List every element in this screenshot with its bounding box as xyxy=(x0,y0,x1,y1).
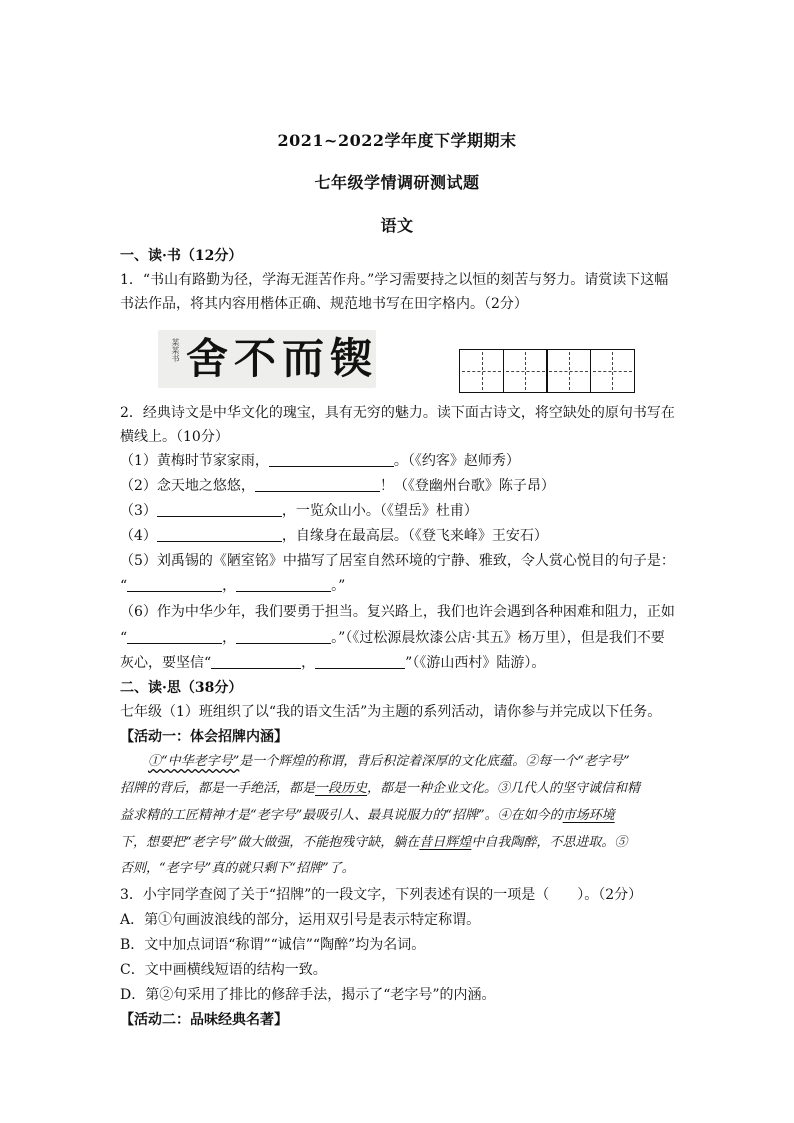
section2-heading: 二、读·思（38分） xyxy=(120,680,243,696)
q2-item-1: （1）黄梅时节家家雨， 。（《约客》赵师秀） xyxy=(120,453,520,469)
answer-blank[interactable] xyxy=(236,629,331,644)
q2-item-5-line1: （5）刘禹锡的《陋室铭》中描写了居室自然环境的宁静、雅致，令人赏心悦目的句子是： xyxy=(120,553,675,569)
q3-option-d[interactable]: D．第②句采用了排比的修辞手法，揭示了“老字号”的内涵。 xyxy=(120,987,496,1003)
passage-line-2: 招牌的背后，都是一手绝活，都是一段历史，都是一种企业文化。③几代人的坚守诚信和精 xyxy=(120,781,641,796)
answer-blank[interactable] xyxy=(157,527,282,542)
q2-stem-line1: 2．经典诗文是中华文化的瑰宝，具有无穷的魅力。读下面古诗文，将空缺处的原句书写在 xyxy=(120,405,675,421)
q2-stem-line2: 横线上。（10分） xyxy=(120,429,229,445)
answer-blank[interactable] xyxy=(127,629,222,644)
calligraphy-char: 舍 xyxy=(186,334,229,383)
q3-option-a[interactable]: A．第①句画波浪线的部分，运用双引号是表示特定称谓。 xyxy=(120,912,481,928)
answer-blank[interactable] xyxy=(315,654,405,669)
q1-stem-line1: 1．“书山有路勤为径，学海无涯苦作舟。”学习需要持之以恒的刻苦与努力。请赏读下这幅 xyxy=(120,272,669,288)
answer-blank[interactable] xyxy=(127,577,222,592)
calligraphy-characters xyxy=(186,332,372,386)
q2-item-2: （2）念天地之悠悠， ！（《登幽州台歌》陈子昂） xyxy=(120,478,555,494)
q3-option-b[interactable]: B．文中加点词语“称谓”“诚信”“陶醉”均为名词。 xyxy=(120,937,426,953)
q2-item-5-line2: “ ， 。” xyxy=(120,578,346,594)
exam-title-subject: 语文 xyxy=(380,216,414,235)
tianzige-cell[interactable] xyxy=(590,349,635,393)
tianzige-cell[interactable] xyxy=(503,349,548,393)
tianzige-cell[interactable] xyxy=(459,349,504,393)
answer-blank[interactable] xyxy=(211,654,301,669)
q2-item-6-line2: “ ， 。”（《过松源晨炊漆公店·其五》杨万里），但是我们不要 xyxy=(120,630,665,646)
passage-line-5: 否则，“老字号”真的就只剩下“招牌”了。 xyxy=(120,861,355,876)
calligraphy-seal: 某某书 xyxy=(171,338,180,362)
q2-item-6-line3: 灰心，要坚信“ ， ”（《游山西村》陆游）。 xyxy=(120,655,546,671)
tianzige-cell[interactable] xyxy=(546,349,591,393)
section2-intro: 七年级（1）班组织了以“我的语文生活”为主题的系列活动，请你参与并完成以下任务。 xyxy=(120,704,662,720)
calligraphy-char: 不 xyxy=(233,334,276,383)
q2-item-3: （3） ，一览众山小。（《望岳》杜甫） xyxy=(120,503,478,519)
calligraphy-char: 锲 xyxy=(329,334,372,383)
passage-line-4: 下，想要把“老字号”做大做强，不能抱残守缺，躺在昔日辉煌中自我陶醉，不思进取。⑤ xyxy=(120,835,628,850)
calligraphy-char: 而 xyxy=(281,334,324,383)
passage-line-3: 益求精的工匠精神才是“老字号”最吸引人、最具说服力的“招牌”。④在如今的市场环境 xyxy=(120,808,615,823)
q3-option-c[interactable]: C．文中画横线短语的结构一致。 xyxy=(120,962,327,978)
q1-stem-line2: 书法作品，将其内容用楷体正确、规范地书写在田字格内。（2分） xyxy=(120,296,528,312)
calligraphy-artwork xyxy=(158,330,376,388)
section1-heading: 一、读·书（12分） xyxy=(120,248,243,264)
answer-blank[interactable] xyxy=(269,452,394,467)
q2-item-6-line1: （6）作为中华少年，我们要勇于担当。复兴路上，我们也许会遇到各种困难和阻力，正如 xyxy=(120,604,675,620)
exam-title-year: 2021~2022学年度下学期期末 xyxy=(277,131,517,150)
passage-line-1: ①“中华老字号”是一个辉煌的称谓，背后积淀着深厚的文化底蕴。②每一个“老字号” xyxy=(148,754,630,769)
exam-title-grade: 七年级学情调研测试题 xyxy=(314,173,480,192)
tianzige-grid xyxy=(459,349,633,393)
q3-stem: 3．小宇同学查阅了关于“招牌”的一段文字，下列表述有误的一项是（ ）。（2分） xyxy=(120,887,643,903)
activity1-heading: 【活动一：体会招牌内涵】 xyxy=(120,729,288,745)
q2-item-4: （4） ，自缘身在最高层。（《登飞来峰》王安石） xyxy=(120,528,548,544)
answer-blank[interactable] xyxy=(236,577,331,592)
answer-blank[interactable] xyxy=(157,502,282,517)
activity2-heading: 【活动二：品味经典名著】 xyxy=(120,1012,288,1028)
answer-blank[interactable] xyxy=(255,477,380,492)
